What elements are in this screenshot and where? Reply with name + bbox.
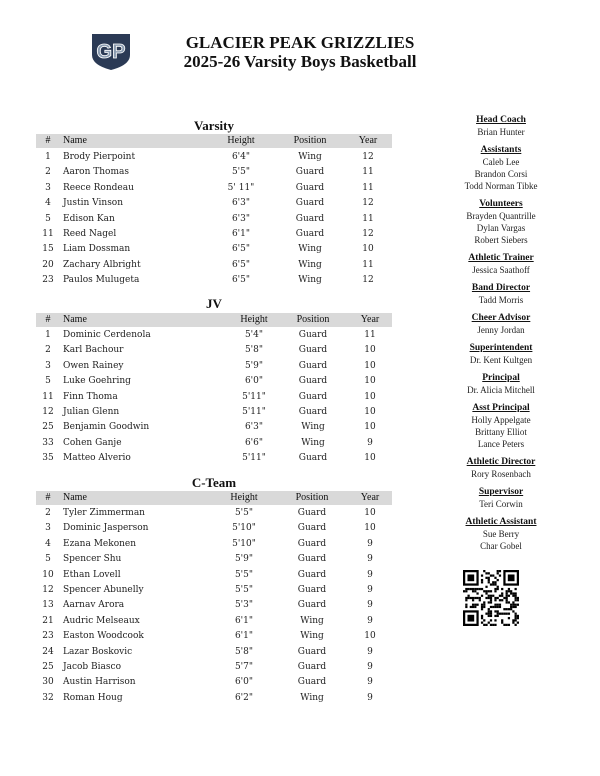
staff-name: Rory Rosenbach — [471, 469, 531, 479]
table-row — [36, 568, 392, 583]
player-position: Guard — [297, 554, 327, 565]
player-year: 9 — [367, 661, 373, 672]
player-position: Wing — [300, 631, 324, 642]
table-row — [36, 552, 392, 567]
player-height: 6'2" — [234, 692, 254, 703]
player-name: Aarnav Arora — [63, 600, 125, 611]
player-height: 5'5" — [234, 508, 254, 518]
player-year: 10 — [364, 631, 376, 642]
staff-group — [436, 402, 566, 450]
player-name: Roman Houg — [63, 692, 123, 703]
player-number: 25 — [42, 661, 54, 672]
player-year: 10 — [364, 360, 376, 371]
player-height: 5'11" — [242, 391, 266, 402]
player-height: 6'5" — [231, 259, 251, 270]
player-name: Edison Kan — [63, 213, 115, 224]
player-year: 11 — [362, 213, 374, 224]
staff-group — [436, 342, 566, 366]
player-position: Wing — [298, 152, 322, 162]
col-position-header: Position — [296, 314, 330, 325]
player-name: Brody Pierpoint — [63, 152, 136, 162]
staff-role-title: Asst Principal — [472, 403, 530, 413]
col-num-header: # — [45, 135, 51, 146]
player-number: 35 — [42, 453, 54, 464]
player-position: Guard — [298, 345, 328, 356]
player-position: Guard — [295, 228, 325, 239]
player-name: Dominic Jasperson — [63, 523, 149, 534]
player-name: Aaron Thomas — [63, 167, 129, 178]
grizzlies-logo — [88, 31, 134, 71]
player-name: Spencer Shu — [63, 554, 122, 565]
table-row — [36, 691, 392, 706]
player-name: Finn Thoma — [63, 391, 118, 402]
table-row — [36, 436, 392, 451]
staff-role-title: Athletic Trainer — [468, 253, 534, 263]
player-number: 11 — [42, 228, 54, 239]
staff-name: Dr. Alicia Mitchell — [467, 385, 535, 395]
table-row — [36, 451, 392, 466]
staff-role-title: Principal — [482, 373, 520, 383]
player-height: 6'3" — [231, 198, 251, 209]
table-row — [36, 420, 392, 435]
player-position: Wing — [298, 244, 322, 255]
player-height: 5'5" — [231, 167, 251, 178]
table-row — [36, 614, 392, 629]
staff-role-title: Band Director — [471, 283, 531, 293]
player-number: 2 — [45, 167, 51, 178]
player-name: Cohen Ganje — [63, 437, 122, 448]
staff-name: Todd Norman Tibke — [464, 181, 538, 191]
player-position: Guard — [297, 646, 327, 657]
player-year: 10 — [364, 523, 376, 534]
player-height: 5'9" — [234, 554, 254, 565]
player-number: 24 — [42, 646, 54, 657]
table-row — [36, 258, 392, 273]
staff-group — [436, 372, 566, 396]
player-position: Guard — [298, 453, 328, 464]
player-height: 6'5" — [231, 244, 251, 255]
table-row — [36, 583, 392, 598]
staff-name: Jenny Jordan — [477, 325, 525, 335]
cteam-roster — [36, 506, 392, 706]
player-number: 5 — [45, 213, 51, 224]
staff-group — [436, 144, 566, 192]
table-row — [36, 537, 392, 552]
player-height: 5'8" — [244, 345, 264, 356]
table-row — [36, 374, 392, 389]
col-position-header: Position — [293, 135, 327, 146]
player-height: 5'11" — [242, 406, 266, 417]
player-number: 5 — [45, 376, 51, 387]
varsity-table-header — [36, 134, 392, 148]
col-year-header: Year — [358, 135, 378, 146]
staff-name: Lance Peters — [477, 439, 525, 449]
player-height: 6'3" — [231, 213, 251, 224]
player-number: 3 — [45, 182, 51, 193]
jv-section-title: JV — [206, 296, 222, 311]
player-number: 20 — [42, 259, 54, 270]
player-height: 6'1" — [231, 228, 251, 239]
player-name: Spencer Abunelly — [63, 584, 144, 595]
player-name: Tyler Zimmerman — [63, 508, 145, 518]
player-name: Liam Dossman — [63, 244, 131, 255]
player-number: 2 — [45, 345, 51, 356]
player-year: 9 — [367, 569, 373, 580]
table-row — [36, 629, 392, 644]
player-year: 10 — [364, 391, 376, 402]
table-row — [36, 359, 392, 374]
player-number: 10 — [42, 569, 54, 580]
table-row — [36, 645, 392, 660]
player-number: 23 — [42, 275, 54, 286]
staff-name: Robert Siebers — [474, 235, 528, 245]
player-position: Guard — [297, 523, 327, 534]
player-number: 12 — [42, 584, 54, 595]
player-height: 6'1" — [234, 631, 254, 642]
staff-name: Brayden Quantrille — [466, 211, 536, 221]
player-year: 9 — [367, 538, 373, 549]
player-year: 9 — [367, 692, 373, 703]
player-position: Guard — [295, 182, 325, 193]
col-year-header: Year — [360, 314, 380, 325]
player-number: 13 — [42, 600, 54, 611]
player-number: 30 — [42, 677, 54, 688]
varsity-roster — [36, 150, 392, 289]
player-number: 5 — [45, 554, 51, 565]
staff-name: Char Gobel — [480, 541, 522, 551]
staff-name: Caleb Lee — [482, 157, 520, 167]
player-number: 11 — [42, 391, 54, 402]
player-name: Easton Woodcook — [63, 631, 144, 642]
player-year: 11 — [362, 182, 374, 193]
player-number: 12 — [42, 406, 54, 417]
col-position-header: Position — [295, 492, 329, 503]
player-name: Ethan Lovell — [63, 569, 121, 580]
logo-text: GP — [96, 41, 126, 63]
player-position: Guard — [298, 406, 328, 417]
table-row — [36, 328, 392, 343]
player-position: Guard — [298, 360, 328, 371]
player-year: 10 — [362, 244, 374, 255]
player-year: 12 — [362, 152, 374, 162]
player-name: Karl Bachour — [63, 345, 124, 356]
col-num-header: # — [45, 492, 51, 503]
player-year: 10 — [364, 508, 376, 518]
player-position: Wing — [298, 259, 322, 270]
staff-role-title: Athletic Assistant — [465, 517, 537, 527]
player-position: Guard — [298, 330, 328, 340]
jv-table-header — [36, 313, 392, 327]
staff-name: Sue Berry — [482, 529, 520, 539]
player-name: Luke Goehring — [63, 376, 131, 387]
player-number: 1 — [45, 152, 51, 162]
col-year-header: Year — [360, 492, 380, 503]
player-position: Guard — [297, 600, 327, 611]
cteam-table-header — [36, 491, 392, 505]
table-row — [36, 660, 392, 675]
player-position: Wing — [300, 615, 324, 626]
col-height-header: Height — [230, 492, 258, 503]
player-height: 5'5" — [234, 569, 254, 580]
page-title: GLACIER PEAK GRIZZLIES — [185, 33, 415, 52]
player-number: 4 — [45, 538, 51, 549]
staff-name: Tadd Morris — [478, 295, 524, 305]
player-year: 9 — [367, 437, 373, 448]
player-height: 5'10" — [232, 538, 256, 549]
player-position: Wing — [301, 422, 325, 433]
staff-name: Brian Hunter — [477, 127, 525, 137]
player-year: 9 — [367, 584, 373, 595]
staff-role-title: Assistants — [480, 145, 522, 155]
player-name: Dominic Cerdenola — [63, 330, 151, 340]
player-position: Guard — [297, 677, 327, 688]
table-row — [36, 242, 392, 257]
staff-name: Brandon Corsi — [474, 169, 528, 179]
player-position: Guard — [295, 213, 325, 224]
player-name: Julian Glenn — [63, 406, 120, 417]
player-number: 32 — [42, 692, 54, 703]
player-number: 21 — [42, 615, 54, 626]
player-number: 1 — [45, 330, 51, 340]
qr-code-icon — [463, 570, 519, 626]
table-row — [36, 273, 392, 288]
staff-role-title: Supervisor — [478, 487, 524, 497]
staff-role-title: Volunteers — [479, 199, 523, 209]
player-number: 3 — [45, 523, 51, 534]
table-row — [36, 598, 392, 613]
player-height: 5'8" — [234, 646, 254, 657]
player-number: 15 — [42, 244, 54, 255]
player-name: Reece Rondeau — [63, 182, 134, 193]
player-name: Zachary Albright — [63, 259, 141, 270]
table-row — [36, 196, 392, 211]
table-row — [36, 506, 392, 521]
player-year: 12 — [362, 275, 374, 286]
player-name: Audric Melseaux — [63, 615, 140, 626]
player-year: 9 — [367, 600, 373, 611]
staff-group — [436, 198, 566, 246]
player-number: 2 — [45, 508, 51, 518]
player-position: Guard — [297, 661, 327, 672]
player-height: 5'5" — [234, 584, 254, 595]
player-height: 6'1" — [234, 615, 254, 626]
player-height: 6'0" — [244, 376, 264, 387]
player-year: 10 — [364, 376, 376, 387]
player-height: 5'3" — [234, 600, 254, 611]
player-year: 11 — [362, 167, 374, 178]
staff-group — [436, 312, 566, 336]
player-name: Owen Rainey — [63, 360, 124, 371]
player-position: Guard — [297, 508, 327, 518]
varsity-section-title: Varsity — [194, 118, 234, 133]
staff-role-title: Cheer Advisor — [471, 313, 531, 323]
player-name: Austin Harrison — [63, 677, 136, 688]
player-height: 5'11" — [242, 453, 266, 464]
staff-list — [436, 114, 566, 558]
player-height: 6'0" — [234, 677, 254, 688]
player-number: 25 — [42, 422, 54, 433]
player-position: Wing — [301, 437, 325, 448]
player-name: Paulos Mulugeta — [63, 275, 140, 286]
table-row — [36, 521, 392, 536]
player-year: 9 — [367, 646, 373, 657]
staff-role-title: Athletic Director — [466, 457, 536, 467]
page-subtitle: 2025-26 Varsity Boys Basketball — [183, 52, 417, 71]
player-name: Ezana Mekonen — [63, 538, 137, 549]
staff-name: Brittany Elliot — [475, 427, 527, 437]
player-position: Wing — [300, 692, 324, 703]
player-name: Lazar Boskovic — [63, 646, 133, 657]
col-height-header: Height — [240, 314, 268, 325]
player-position: Guard — [295, 167, 325, 178]
player-name: Matteo Alverio — [63, 453, 131, 464]
player-height: 6'4" — [231, 152, 251, 162]
player-height: 5' 11" — [227, 182, 255, 193]
staff-group — [436, 486, 566, 510]
col-height-header: Height — [227, 135, 255, 146]
staff-name: Holly Appelgate — [471, 415, 531, 425]
player-position: Guard — [298, 391, 328, 402]
player-name: Jacob Biasco — [63, 661, 121, 672]
staff-group — [436, 282, 566, 306]
table-row — [36, 405, 392, 420]
table-row — [36, 165, 392, 180]
player-name: Benjamin Goodwin — [63, 422, 150, 433]
col-name-header: Name — [63, 135, 87, 146]
col-name-header: Name — [63, 492, 87, 503]
staff-role-title: Head Coach — [476, 115, 526, 125]
player-height: 5'10" — [232, 523, 256, 534]
player-height: 6'6" — [244, 437, 264, 448]
player-position: Guard — [297, 538, 327, 549]
player-name: Justin Vinson — [63, 198, 124, 209]
staff-role-title: Superintendent — [469, 343, 533, 353]
staff-name: Dr. Kent Kultgen — [469, 355, 533, 365]
col-num-header: # — [45, 314, 51, 325]
staff-name: Dylan Vargas — [476, 223, 526, 233]
staff-group — [436, 114, 566, 138]
table-row — [36, 150, 392, 165]
table-row — [36, 212, 392, 227]
table-row — [36, 181, 392, 196]
player-number: 23 — [42, 631, 54, 642]
player-height: 5'7" — [234, 661, 254, 672]
player-number: 3 — [45, 360, 51, 371]
staff-group — [436, 456, 566, 480]
player-year: 10 — [364, 406, 376, 417]
page-title-block — [150, 33, 450, 71]
player-name: Reed Nagel — [63, 228, 117, 239]
staff-group — [436, 516, 566, 552]
staff-name: Teri Corwin — [479, 499, 523, 509]
player-year: 12 — [362, 198, 374, 209]
player-number: 4 — [45, 198, 51, 209]
player-position: Wing — [298, 275, 322, 286]
player-year: 12 — [362, 228, 374, 239]
player-height: 5'9" — [244, 360, 264, 371]
table-row — [36, 343, 392, 358]
player-year: 10 — [364, 422, 376, 433]
player-year: 9 — [367, 615, 373, 626]
table-row — [36, 227, 392, 242]
table-row — [36, 675, 392, 690]
staff-name: Jessica Saathoff — [472, 265, 530, 275]
player-year: 10 — [364, 453, 376, 464]
player-position: Guard — [297, 584, 327, 595]
table-row — [36, 390, 392, 405]
col-name-header: Name — [63, 314, 87, 325]
player-year: 9 — [367, 554, 373, 565]
player-height: 6'3" — [244, 422, 264, 433]
player-number: 33 — [42, 437, 54, 448]
player-year: 10 — [364, 345, 376, 356]
player-year: 11 — [362, 259, 374, 270]
player-height: 6'5" — [231, 275, 251, 286]
cteam-section-title: C-Team — [191, 475, 237, 490]
player-position: Guard — [298, 376, 328, 387]
player-year: 11 — [364, 330, 376, 340]
player-height: 5'4" — [244, 330, 264, 340]
jv-roster — [36, 328, 392, 467]
player-year: 9 — [367, 677, 373, 688]
player-position: Guard — [297, 569, 327, 580]
staff-group — [436, 252, 566, 276]
player-position: Guard — [295, 198, 325, 209]
